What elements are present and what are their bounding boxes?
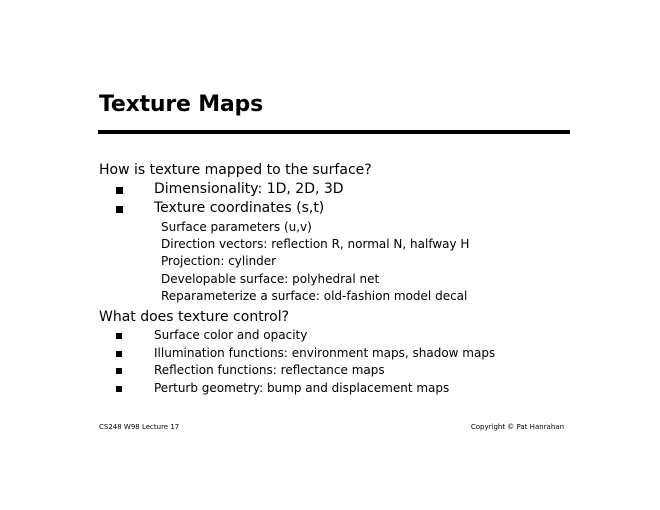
square-bullet-icon bbox=[116, 351, 122, 357]
list-item bbox=[99, 180, 579, 199]
title-divider bbox=[98, 130, 570, 134]
list-item-label: Illumination functions: environment maps, shadow maps bbox=[154, 345, 496, 360]
footer-copyright: Copyright © Pat Hanrahan bbox=[470, 423, 564, 431]
list-item bbox=[99, 380, 579, 398]
list-item bbox=[99, 327, 579, 345]
square-bullet-icon bbox=[116, 187, 123, 194]
sub-list-item: Reparameterize a surface: old-fashion model decal bbox=[161, 288, 468, 303]
sub-list-item: Surface parameters (u,v) bbox=[161, 220, 312, 234]
list-item-label: Dimensionality: 1D, 2D, 3D bbox=[154, 181, 344, 197]
sub-list-item: Projection: cylinder bbox=[161, 254, 277, 269]
list-item bbox=[99, 199, 579, 218]
control-list bbox=[99, 327, 579, 397]
footer-course: CS248 W98 Lecture 17 bbox=[99, 423, 180, 431]
question-mapping: How is texture mapped to the surface? bbox=[99, 162, 372, 178]
list-item bbox=[99, 362, 579, 380]
list-item-label: Perturb geometry: bump and displacement maps bbox=[154, 380, 450, 395]
square-bullet-icon bbox=[116, 386, 122, 392]
list-item-label: Reflection functions: reflectance maps bbox=[154, 363, 385, 378]
list-item-label: Texture coordinates (s,t) bbox=[154, 200, 325, 216]
square-bullet-icon bbox=[116, 333, 122, 339]
question-control: What does texture control? bbox=[99, 309, 290, 326]
sub-list-item: Developable surface: polyhedral net bbox=[161, 271, 380, 286]
slide-title: Texture Maps bbox=[99, 92, 263, 117]
square-bullet-icon bbox=[116, 368, 122, 374]
list-item-label: Surface color and opacity bbox=[154, 328, 308, 343]
texture-coordinates-sublist bbox=[99, 219, 579, 305]
square-bullet-icon bbox=[116, 206, 123, 213]
mapping-list bbox=[99, 180, 579, 218]
sub-list-item: Direction vectors: reflection R, normal N, halfway H bbox=[161, 237, 470, 252]
list-item bbox=[99, 345, 579, 363]
slide-body bbox=[99, 160, 579, 397]
